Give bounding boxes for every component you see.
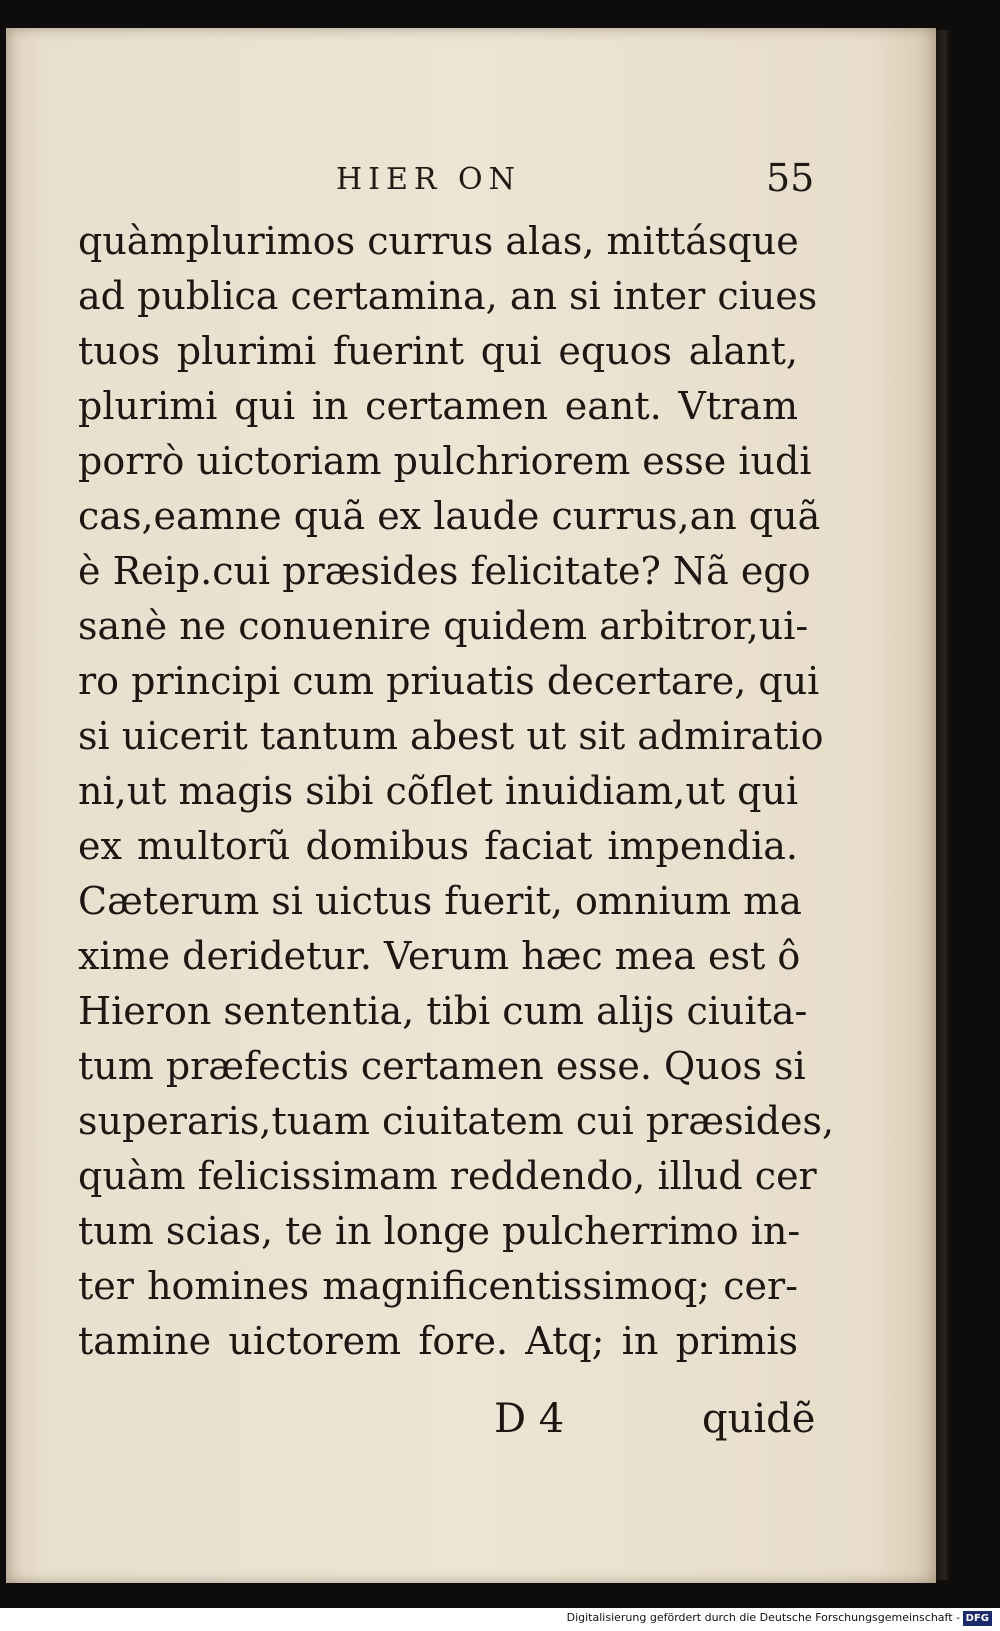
page-footer <box>6 1396 936 1456</box>
text-line: ad publica certamina, an si inter ciues <box>78 274 818 318</box>
text-line: quàm felicissimam reddendo, illud cer <box>78 1154 817 1198</box>
running-title: HIER ON <box>336 162 521 197</box>
dfg-logo-icon: DFG <box>963 1611 992 1626</box>
catchword: quidẽ <box>702 1396 816 1442</box>
text-line: plurimi qui in certamen eant. Vtram <box>78 384 798 428</box>
text-line: quàmplurimos currus alas, mittásque <box>78 219 799 263</box>
text-line: ni,ut magis sibi cõflet inuidiam,ut qui <box>78 769 799 813</box>
text-line: è Reip.cui præsides felicitate? Nã ego <box>78 549 811 593</box>
text-line: tum scias, te in longe pulcherrimo in- <box>78 1209 801 1253</box>
page-edge-shadow <box>936 30 950 1580</box>
book-page <box>6 28 936 1583</box>
body-text <box>78 214 835 1369</box>
text-line: porrò uictoriam pulchriorem esse iudi <box>78 439 812 483</box>
text-line: cas,eamne quã ex laude currus,an quã <box>78 494 821 538</box>
text-line: sanè ne conuenire quidem arbitror,ui- <box>78 604 809 648</box>
text-line: Cæterum si uictus fuerit, omnium ma <box>78 879 802 923</box>
text-line: Hieron sententia, tibi cum alijs ciuita- <box>78 989 808 1033</box>
text-line: si uicerit tantum abest ut sit admiratio <box>78 714 824 758</box>
page-header <box>6 156 936 206</box>
text-line: tuos plurimi fuerint qui equos alant, <box>78 329 798 373</box>
text-line: superaris,tuam ciuitatem cui præsides, <box>78 1099 835 1143</box>
digitization-credit-bar <box>0 1608 1000 1631</box>
text-line: ter homines magnificentissimoq; cer- <box>78 1264 798 1308</box>
text-line: ro principi cum priuatis decertare, qui <box>78 659 820 703</box>
credit-text: Digitalisierung gefördert durch die Deutsche Forschungsgemeinschaft - <box>566 1611 960 1624</box>
text-line: xime deridetur. Verum hæc mea est ô <box>78 934 801 978</box>
text-line: tum præfectis certamen esse. Quos si <box>78 1044 806 1088</box>
page-number: 55 <box>766 156 815 200</box>
text-line: tamine uictorem fore. Atq; in primis <box>78 1319 798 1363</box>
text-line: ex multorũ domibus faciat impendia. <box>78 824 798 868</box>
signature-mark: D 4 <box>494 1396 565 1442</box>
